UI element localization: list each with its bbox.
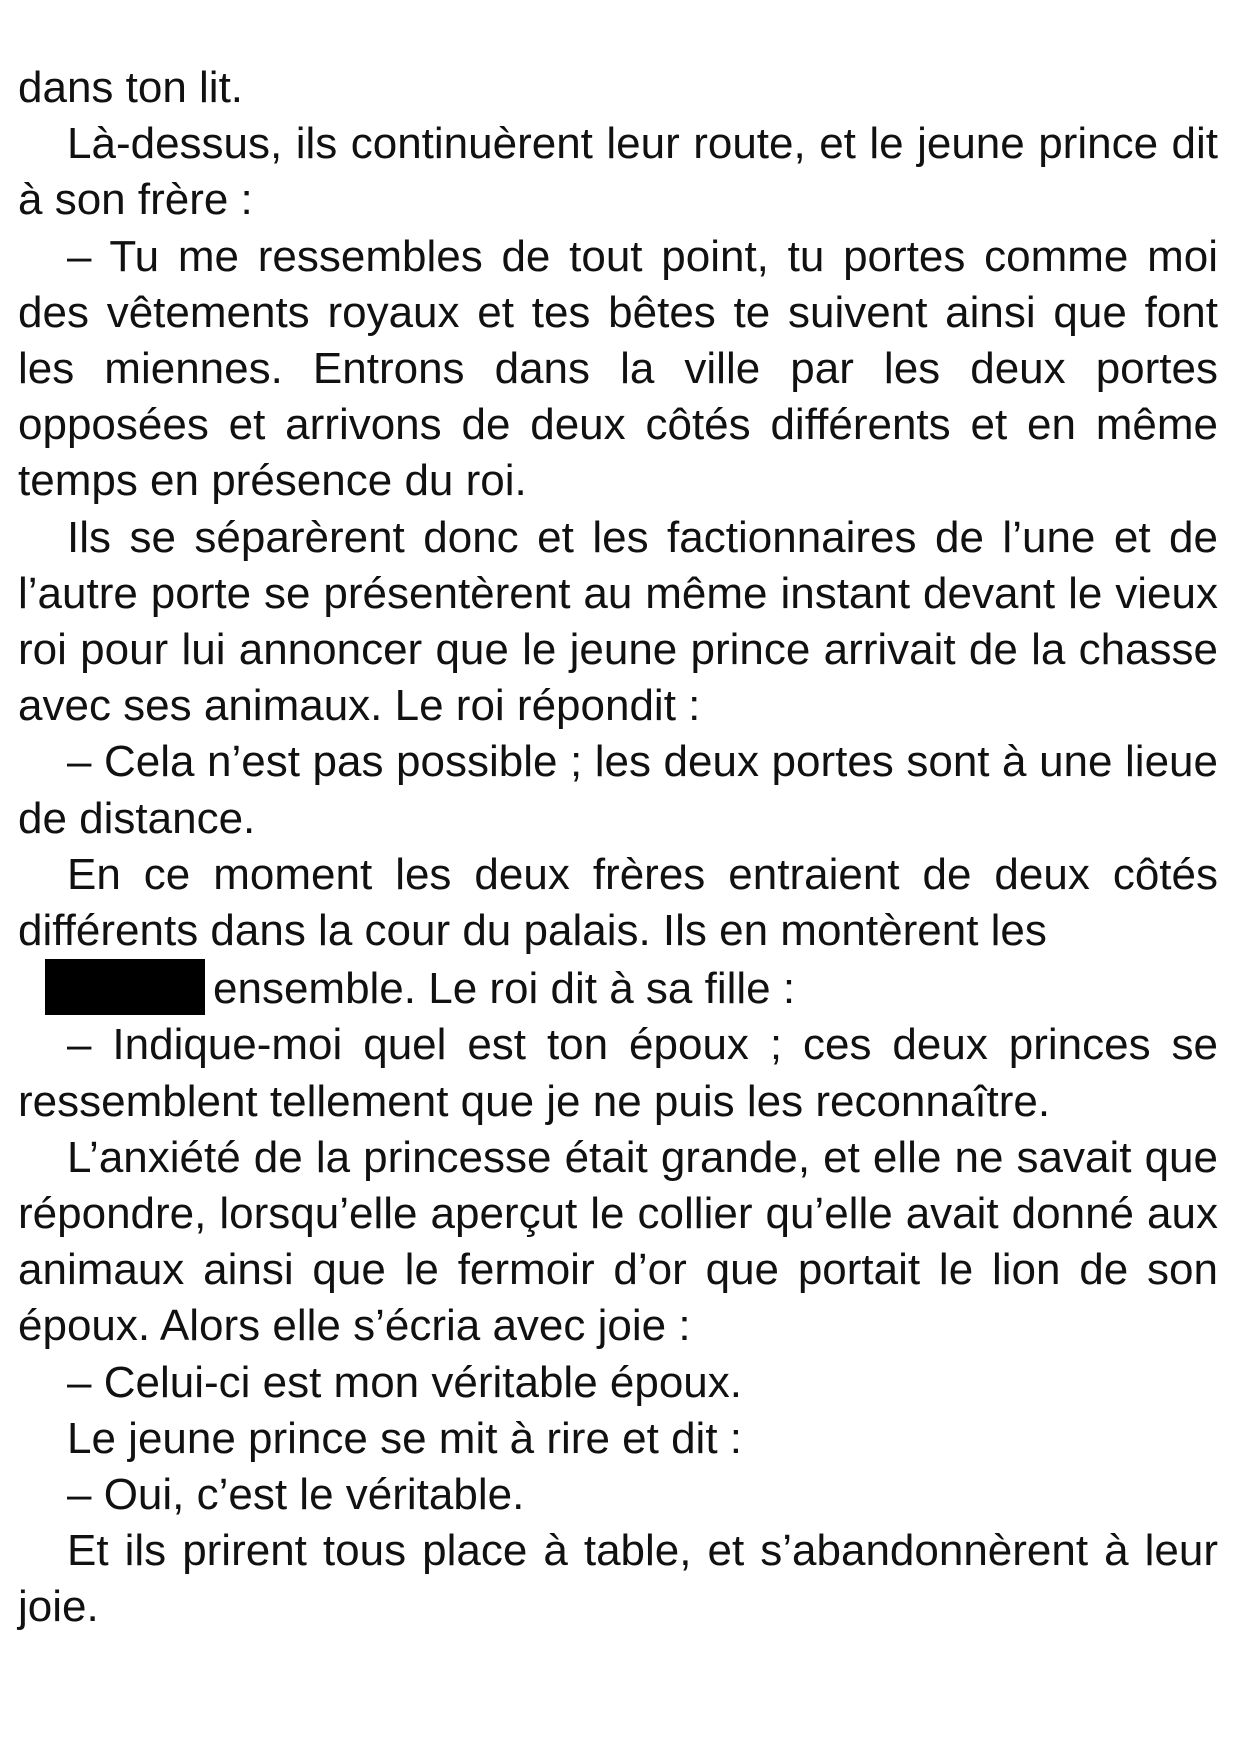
paragraph: Le jeune prince se mit à rire et dit : — [67, 1413, 742, 1463]
redaction-box — [45, 959, 205, 1015]
document-page — [18, 60, 1218, 1636]
paragraph: dans ton lit. — [18, 63, 244, 112]
paragraph-with-redaction — [18, 959, 1218, 1017]
paragraph: – Indique-moi quel est ton époux ; ces deux princes se ressemblent tellement que je ne puis les reconnaître. — [18, 1020, 1218, 1126]
paragraph: – Oui, c’est le véritable. — [67, 1470, 525, 1520]
paragraph: Ils se séparèrent donc et les factionnaires de l’une et de l’autre porte se présentèrent au même instant devant le vieux roi pour lui annoncer que le jeune prince arrivait de la chasse avec ses animaux. Le roi répondit : — [18, 512, 1218, 731]
paragraph: – Tu me ressembles de tout point, tu portes comme moi des vêtements royaux et tes bêtes te suivent ainsi que font les miennes. Entrons dans la ville par les deux portes opposées et arrivons de deux côtés différents et en même temps en présence du roi. — [18, 231, 1218, 506]
paragraph-text: ensemble. Le roi dit à sa fille : — [213, 964, 796, 1014]
paragraph: – Cela n’est pas possible ; les deux portes sont à une lieue de distance. — [18, 737, 1218, 843]
paragraph: L’anxiété de la princesse était grande, et elle ne savait que répondre, lorsqu’elle aperçut le collier qu’elle avait donné aux animaux ainsi que le fermoir d’or que portait le lion de son époux. Alors elle s’écria avec joie : — [18, 1132, 1218, 1351]
paragraph: En ce moment les deux frères entraient de deux côtés différents dans la cour du palais. Ils en montèrent les — [18, 849, 1218, 956]
paragraph: – Celui-ci est mon véritable époux. — [67, 1357, 742, 1407]
paragraph: Là-dessus, ils continuèrent leur route, et le jeune prince dit à son frère : — [18, 119, 1218, 225]
paragraph: Et ils prirent tous place à table, et s’abandonnèrent à leur joie. — [18, 1526, 1218, 1632]
